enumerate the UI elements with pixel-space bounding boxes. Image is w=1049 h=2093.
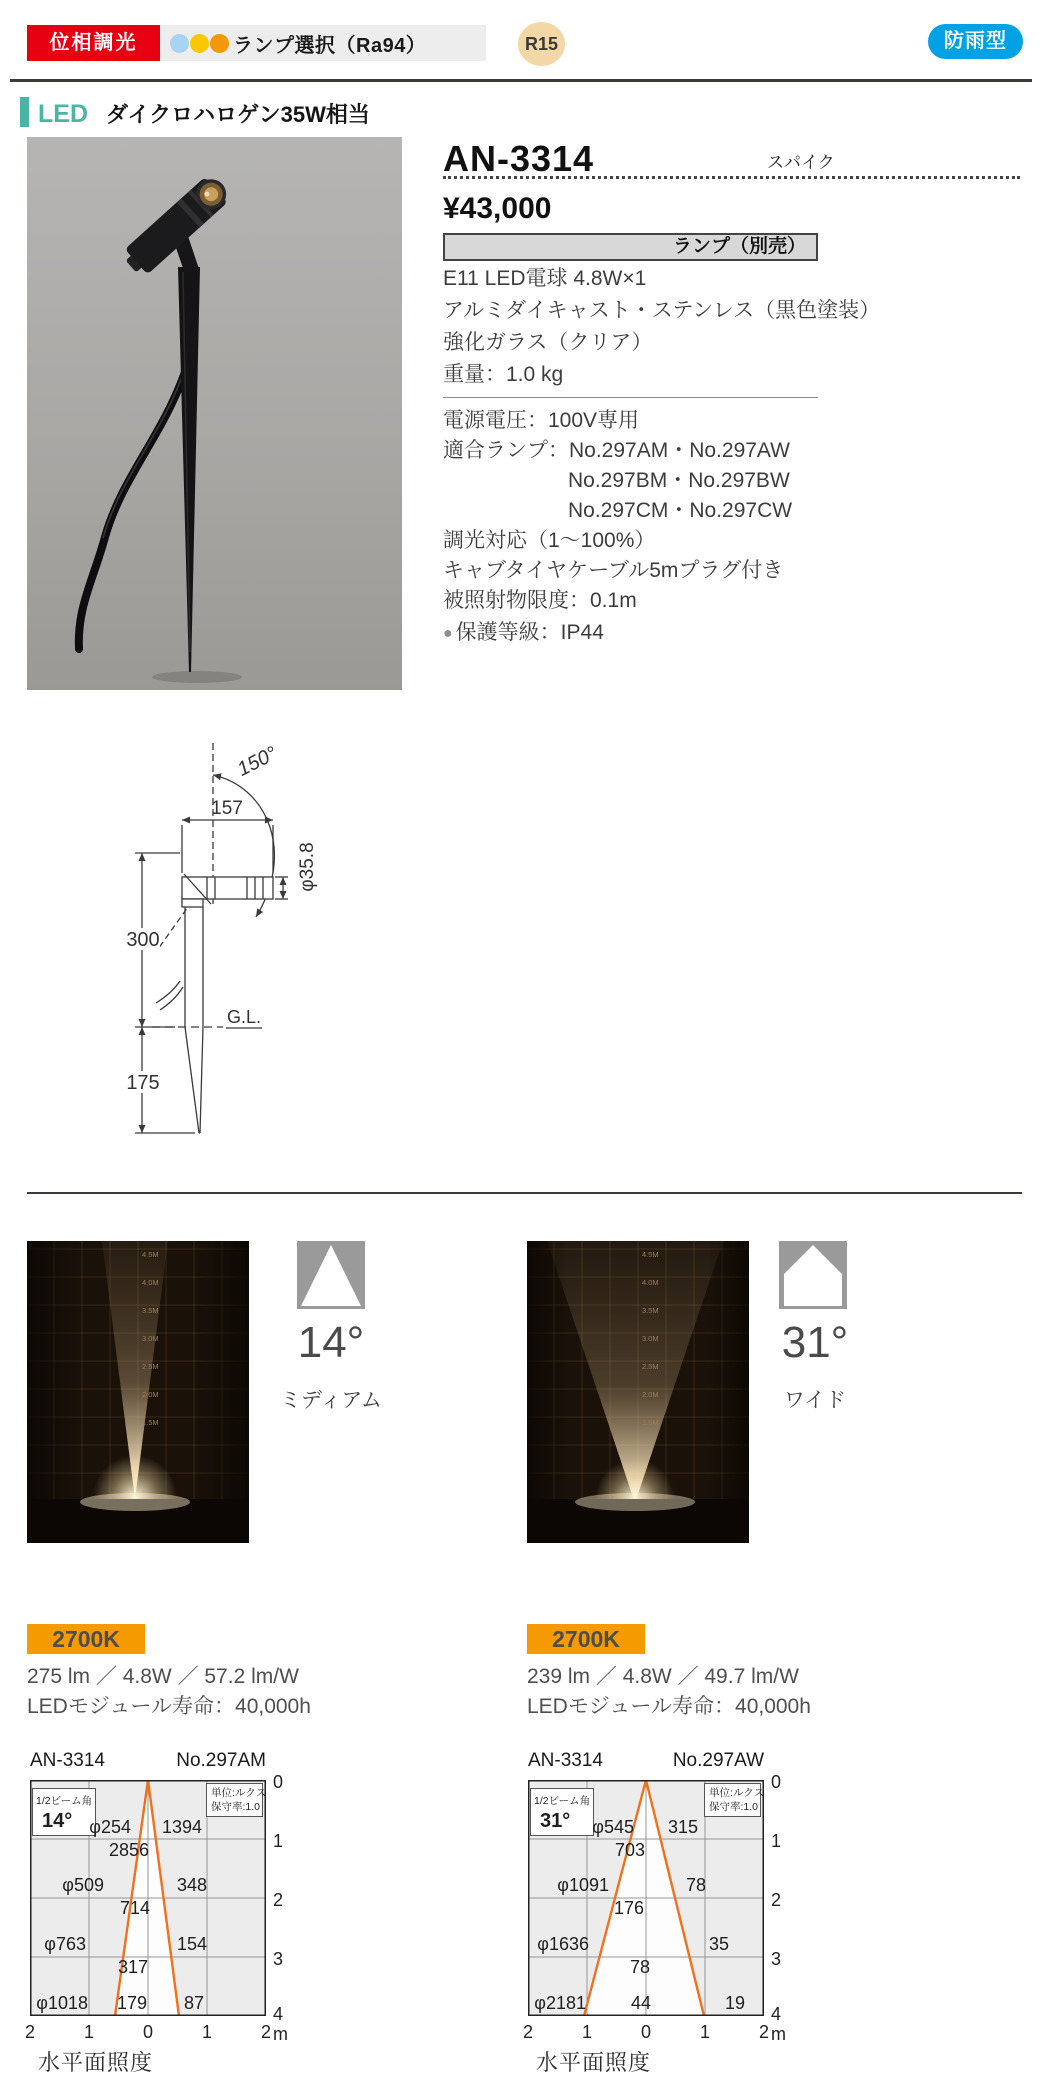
spec-divider (443, 397, 818, 398)
center-lux-4m: 44 (630, 1993, 652, 2013)
photo-grid-label: 3.0M (142, 1334, 159, 1343)
edge-lux-2m: 348 (177, 1875, 208, 1895)
chart-caption: 水平面照度 (536, 2050, 652, 2075)
photo-grid-label: 4.0M (642, 1278, 659, 1287)
chart-caption: 水平面照度 (38, 2050, 154, 2075)
y-tick: 2 (771, 1890, 782, 1910)
beam-diameter-3m: φ763 (44, 1934, 86, 1954)
edge-lux-1m: 1394 (162, 1817, 203, 1837)
beam-diameter-2m: φ1091 (557, 1875, 609, 1895)
protection-rating-line (443, 622, 604, 643)
photo-grid-label: 2.5M (642, 1362, 659, 1371)
beam-name-medium: ミディアム (280, 1389, 382, 1412)
photo-grid-label: 3.5M (142, 1306, 159, 1315)
photo-grid-label: 2.0M (142, 1390, 159, 1399)
narrow-beam-icon (297, 1241, 365, 1309)
x-tick: 2 (260, 2022, 271, 2042)
dim-height: 300 (126, 929, 160, 951)
cct-badge-medium: 2700K (27, 1624, 145, 1654)
beam-diameter-2m: φ509 (62, 1875, 104, 1895)
dim-rotation-angle: 150° (233, 742, 281, 781)
chart-model: AN-3314 (528, 1750, 603, 1771)
x-tick: 2 (24, 2022, 35, 2042)
y-tick: 1 (771, 1831, 782, 1851)
protection-rating: 保護等級：IP44 (455, 621, 604, 644)
photo-grid-label: 4.5M (642, 1250, 659, 1259)
lamp-sold-separately-bar: ランプ（別売） (443, 233, 818, 261)
dotted-divider (443, 176, 1020, 179)
center-lux-2m: 714 (119, 1898, 151, 1918)
spec-line: 重量：1.0 kg (443, 363, 564, 386)
photometry-chart-wide (522, 1750, 838, 2090)
unit-note: 単位:ルクス (211, 1787, 266, 1799)
chart-lamp-no: No.297AW (672, 1750, 764, 1771)
half-beam-angle: 31° (540, 1810, 571, 1832)
x-tick: 0 (142, 2022, 153, 2042)
photo-grid-label: 2.5M (142, 1362, 159, 1371)
x-tick: 2 (522, 2022, 533, 2042)
photometry-chart-medium (24, 1750, 340, 2090)
cct-badge-wide: 2700K (527, 1624, 645, 1654)
product-model: AN-3314 (443, 138, 595, 179)
spec-line: 強化ガラス（クリア） (443, 331, 653, 354)
photo-grid-label: 2.0M (642, 1390, 659, 1399)
edge-lux-3m: 154 (177, 1934, 208, 1954)
dimension-drawing (90, 735, 360, 1155)
spec-line: E11 LED電球 4.8W×1 (443, 267, 647, 290)
spike-light-illustration (27, 137, 402, 690)
spec-line: 調光対応（1～100%） (443, 529, 656, 552)
beam-diameter-3m: φ1636 (537, 1934, 589, 1954)
x-axis-unit: m (771, 2024, 786, 2044)
output-wide: 239 lm ／ 4.8W ／ 49.7 lm/W (527, 1665, 799, 1688)
led-label: LED (38, 100, 88, 128)
x-tick: 2 (758, 2022, 769, 2042)
photo-grid-label: 4.5M (142, 1250, 159, 1259)
module-life-wide: LEDモジュール寿命：40,000h (527, 1695, 811, 1718)
x-tick: 1 (699, 2022, 710, 2042)
center-lux-1m: 703 (614, 1840, 646, 1860)
unit-note: 単位:ルクス (709, 1787, 764, 1799)
rainproof-badge: 防雨型 (928, 24, 1023, 59)
center-lux-3m: 317 (117, 1957, 149, 1977)
output-medium: 275 lm ／ 4.8W ／ 57.2 lm/W (27, 1665, 299, 1688)
edge-lux-4m: 19 (725, 1993, 746, 2013)
center-lux-1m: 2856 (108, 1840, 150, 1860)
half-beam-label: 1/2ビーム角 (534, 1795, 591, 1807)
photo-grid-label: 4.0M (142, 1278, 159, 1287)
chart-header (30, 1750, 266, 1772)
phase-dimming-badge: 位相調光 (27, 25, 160, 61)
lamp-color-dot-yellow-icon (190, 34, 209, 53)
spec-line: アルミダイキャスト・ステンレス（黒色塗装） (443, 299, 881, 322)
beam-diameter-4m: φ2181 (534, 1993, 586, 2013)
chart-lamp-no: No.297AM (176, 1750, 266, 1771)
x-tick: 1 (201, 2022, 212, 2042)
chart-model: AN-3314 (30, 1750, 105, 1771)
spec-line: 適合ランプ：No.297AM・No.297AW (443, 439, 790, 462)
photo-grid-label: 1.5M (642, 1418, 659, 1427)
edge-lux-4m: 87 (184, 1993, 205, 2013)
spec-line: 被照射物限度：0.1m (443, 589, 637, 612)
product-photo (27, 137, 402, 690)
beam-photo-medium (27, 1241, 249, 1543)
product-price: ¥43,000 (443, 192, 552, 225)
spec-line: No.297BM・No.297BW (568, 469, 790, 492)
beam-diameter-4m: φ1018 (36, 1993, 88, 2013)
center-lux-3m: 78 (629, 1957, 651, 1977)
edge-lux-2m: 78 (686, 1875, 707, 1895)
y-tick: 3 (273, 1949, 284, 1969)
beam-angle-wide: 31° (781, 1318, 849, 1367)
section-rule (27, 1192, 1022, 1194)
y-tick: 4 (273, 2004, 284, 2024)
x-tick: 1 (581, 2022, 592, 2042)
y-tick: 2 (273, 1890, 284, 1910)
center-lux-4m: 179 (116, 1993, 148, 2013)
y-tick: 4 (771, 2004, 782, 2024)
top-rule (10, 79, 1032, 82)
chart-header (528, 1750, 764, 1772)
half-beam-label: 1/2ビーム角 (36, 1795, 93, 1807)
ground-level-label: G.L. (227, 1007, 262, 1027)
lamp-select-badge (160, 25, 486, 61)
half-beam-angle: 14° (42, 1810, 73, 1832)
spec-line: No.297CM・No.297CW (568, 499, 793, 522)
y-tick: 0 (273, 1772, 284, 1792)
maintenance-note: 保守率:1.0 (709, 1801, 759, 1813)
product-type: スパイク (767, 153, 835, 172)
spec-line: キャブタイヤケーブル5mプラグ付き (443, 559, 784, 582)
spec-line: 電源電圧：100V専用 (443, 409, 640, 432)
photo-grid-label: 3.0M (642, 1334, 659, 1343)
dim-diameter: φ35.8 (297, 842, 318, 892)
x-tick: 1 (83, 2022, 94, 2042)
led-header (20, 97, 370, 127)
r15-badge: R15 (518, 22, 565, 66)
dim-length: 157 (211, 798, 243, 819)
y-tick: 3 (771, 1949, 782, 1969)
maintenance-note: 保守率:1.0 (211, 1801, 261, 1813)
photo-grid-label: 3.5M (642, 1306, 659, 1315)
teal-bar-icon (20, 97, 29, 127)
beam-diameter-1m: φ254 (89, 1817, 131, 1837)
beam-angle-medium: 14° (297, 1318, 365, 1367)
lamp-color-dot-blue-icon (170, 34, 189, 53)
x-tick: 0 (640, 2022, 651, 2042)
beam-diameter-1m: φ545 (592, 1817, 634, 1837)
module-life-medium: LEDモジュール寿命：40,000h (27, 1695, 311, 1718)
dim-spike-depth: 175 (126, 1072, 160, 1094)
lamp-select-label: ランプ選択（Ra94） (233, 34, 427, 57)
x-axis-unit: m (273, 2024, 288, 2044)
edge-lux-1m: 315 (668, 1817, 699, 1837)
y-tick: 0 (771, 1772, 782, 1792)
y-tick: 1 (273, 1831, 284, 1851)
wattage-equivalent-label: ダイクロハロゲン35W相当 (106, 101, 370, 127)
bullet-icon: ● (443, 625, 453, 642)
edge-lux-3m: 35 (709, 1934, 730, 1954)
beam-photo-wide (527, 1241, 749, 1543)
wide-beam-icon (779, 1241, 847, 1309)
lamp-color-dot-orange-icon (210, 34, 229, 53)
beam-name-wide: ワイド (783, 1389, 847, 1412)
center-lux-2m: 176 (613, 1898, 645, 1918)
photo-grid-label: 1.5M (142, 1418, 159, 1427)
